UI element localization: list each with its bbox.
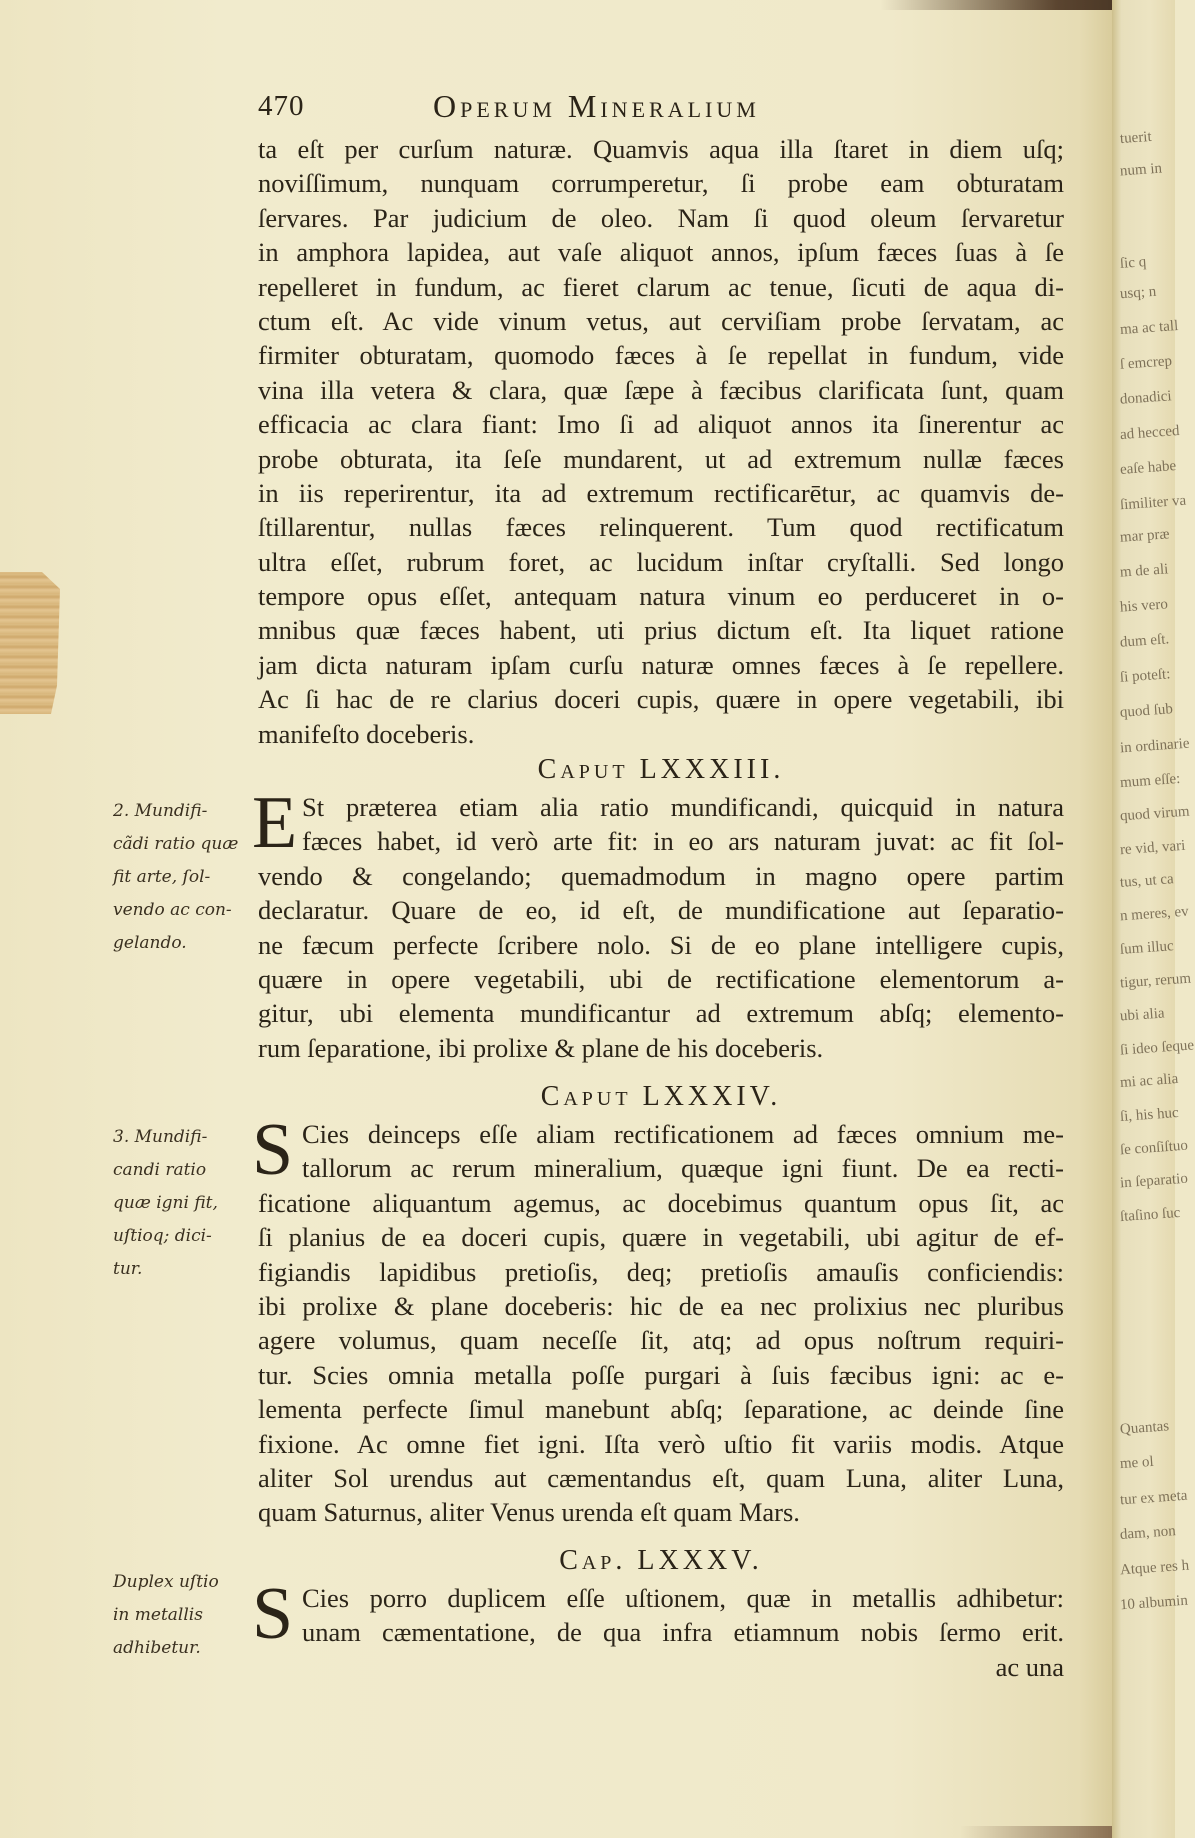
text-line: figiandis lapidibus pretioſis, deq; pretioſis amauſis conficiendis: — [258, 1256, 1064, 1287]
text-line: firmiter obturatam, quomodo fæces à ſe repellat in fundum, vide — [258, 340, 1064, 371]
facing-page-fragment: quod virum — [1119, 803, 1191, 825]
text-line: aliter Sol urendus aut cæmentandus eſt, quam Luna, aliter Luna, — [258, 1462, 1064, 1493]
chapter-heading-84: Caput LXXXIV. — [540, 1081, 782, 1112]
facing-page-fragment: ſi, his huc — [1119, 1104, 1180, 1126]
chapter-85-text — [252, 1573, 1064, 1655]
facing-page-fragment: tur ex meta — [1119, 1487, 1188, 1509]
facing-page-fragment: dum eſt. — [1119, 631, 1170, 651]
facing-page-fragment: ma ac tall — [1119, 317, 1179, 339]
text-line: St præterea etiam alia ratio mundificandi, quicquid in natura — [302, 792, 1064, 822]
text-line: efficacia ac clara fiant: Imo ſi ad aliquot annos ita ſinerentur ac — [258, 409, 1064, 440]
text-line: manifeſto doceberis. — [258, 718, 475, 749]
facing-page-fragment: in ordinarie — [1119, 735, 1191, 757]
text-line: fæces habet, id verò arte fit: in eo ars naturam juvat: ac fit ſol- — [302, 826, 1064, 857]
chapter-heading-85: Cap. LXXXV. — [559, 1545, 763, 1576]
drop-cap: S — [252, 1109, 294, 1191]
facing-page-fragment: ſi poteſt: — [1119, 666, 1171, 686]
running-head — [258, 88, 908, 128]
text-line: tur. Scies omnia metalla poſſe purgari à ſuis fæcibus igni: ac e- — [258, 1359, 1064, 1390]
margin-note-line: tur. — [113, 1259, 143, 1279]
facing-page-fragment: donadici — [1119, 388, 1173, 408]
text-line: ultra eſſet, rubrum foret, ac lucidum inſtar cryſtalli. Sed longo — [258, 546, 1064, 577]
paper-tab-marker — [0, 572, 60, 714]
text-line: vina illa vetera & clara, quæ ſæpe à fæcibus clarificata ſunt, quam — [258, 374, 1064, 405]
text-line: probe obturata, ita ſeſe mundarent, ut ad extremum nullæ fæces — [258, 443, 1064, 474]
text-line: mnibus quæ fæces habent, uti prius dictum eſt. Ita liquet ratione — [258, 615, 1064, 646]
text-line: jam dicta naturam ipſam curſu naturæ omnes fæces à ſe repellere. — [258, 649, 1064, 680]
text-line: tempore opus eſſet, antequam natura vinum eo perduceret in o- — [258, 581, 1064, 612]
facing-page-fragment: ubi alia — [1119, 1005, 1166, 1025]
facing-page-fragment: ſi ideo ſeque — [1119, 1037, 1195, 1059]
text-line: lementa perfecte ſimul manebunt abſq; ſeparatione, ac deinde ſine — [258, 1394, 1064, 1425]
text-line: tallorum ac rerum mineralium, quæque igni fiunt. De ea recti- — [302, 1153, 1064, 1184]
drop-cap: S — [252, 1573, 294, 1655]
chapter-heading-83: Caput LXXXIII. — [537, 754, 785, 785]
text-line: quære in opere vegetabili, ubi de rectificatione elementorum a- — [258, 963, 1064, 994]
facing-page-fragment: re vid, vari — [1119, 837, 1186, 859]
margin-note-84 — [113, 1121, 263, 1286]
text-line: ſi planius de ea doceri cupis, quære in vegetabili, ubi agitur de ef- — [258, 1222, 1064, 1253]
facing-page-fragment: his vero — [1119, 596, 1169, 616]
facing-page-fragment: mi ac alia — [1119, 1070, 1179, 1092]
facing-page-fragment: me ol — [1119, 1453, 1155, 1473]
facing-page-fragment: ad hecced — [1119, 422, 1180, 444]
facing-page-fragment: tigur, rerum — [1119, 970, 1192, 992]
margin-note-line: gelando. — [113, 933, 187, 953]
facing-page-edge — [1112, 0, 1195, 1838]
chapter-83-text — [252, 782, 1064, 1065]
text-line: ne fæcum perfecte ſcribere nolo. Si de eo plane intelligere cupis, — [258, 929, 1064, 960]
text-line: ſtillarentur, nullas fæces relinquerent. Tum quod rectificatum — [258, 512, 1064, 543]
margin-note-line: 3. Mundifi- — [113, 1127, 208, 1147]
text-line: quam Saturnus, aliter Venus urenda eſt quam Mars. — [258, 1497, 800, 1528]
facing-page-fragment: m de ali — [1119, 561, 1169, 581]
facing-page-fragment: Quantas — [1119, 1418, 1170, 1438]
text-line: agere volumus, quam neceſſe ſit, atq; ad opus noſtrum requiri- — [258, 1325, 1064, 1356]
margin-note-85 — [113, 1566, 263, 1665]
facing-page-fragment: ſ emcrep — [1119, 353, 1173, 373]
text-line: in iis reperirentur, ita ad extremum rectificarētur, ac quamvis de- — [258, 477, 1064, 508]
margin-note-line: 2. Mundifi- — [113, 801, 208, 821]
text-line: ficatione aliquantum agemus, ac docebimus quantum opus ſit, ac — [258, 1187, 1064, 1218]
page-number: 470 — [258, 90, 305, 122]
drop-cap: E — [252, 782, 298, 864]
text-line: Cies porro duplicem eſſe uſtionem, quæ in metallis adhibetur: — [302, 1583, 1064, 1613]
facing-page-fragment: 10 albumin — [1119, 1592, 1189, 1614]
text-line: vendo & congelando; quemadmodum in magno opere partim — [258, 860, 1064, 891]
facing-page-fragment: ſtaſino ſuc — [1119, 1204, 1181, 1226]
catchword: ac una — [995, 1652, 1064, 1682]
facing-page-fragment: usq; n — [1119, 283, 1157, 303]
margin-note-line: uſtioq; dici- — [113, 1226, 212, 1246]
text-line: rum ſeparatione, ibi prolixe & plane de his doceberis. — [258, 1032, 824, 1063]
text-line: gitur, ubi elementa mundificantur ad extremum abſq; elemento- — [258, 998, 1064, 1029]
text-line: fixione. Ac omne fiet igni. Iſta verò uſtio fit variis modis. Atque — [258, 1428, 1064, 1459]
facing-page-fragment: tus, ut ca — [1119, 871, 1175, 891]
margin-note-line: fit arte, ſol- — [113, 867, 211, 887]
text-line: ibi prolixe & plane doceberis: hic de ea nec prolixius nec pluribus — [258, 1290, 1064, 1321]
facing-page-fragment: ſimiliter va — [1119, 492, 1187, 514]
text-line: Cies deinceps eſſe aliam rectificationem ad fæces omnium me- — [302, 1119, 1064, 1149]
margin-note-line: quæ igni fit, — [113, 1193, 218, 1213]
facing-page-fragment: Atque res h — [1119, 1557, 1190, 1579]
text-line: Ac ſi hac de re clarius doceri cupis, quære in opere vegetabili, ibi — [258, 684, 1064, 715]
facing-page-fragment: n meres, ev — [1119, 903, 1190, 925]
margin-note-line: Duplex uſtio — [113, 1572, 219, 1592]
facing-page-fragment: mum eſſe: — [1119, 770, 1181, 792]
margin-note-83 — [113, 795, 263, 960]
margin-note-line: candi ratio — [113, 1160, 207, 1180]
chapter-84-text — [252, 1109, 1064, 1530]
text-line: ctum eſt. Ac vide vinum vetus, aut cerviſiam probe ſervatam, ac — [258, 305, 1064, 336]
catchword-row — [258, 1650, 1064, 1684]
facing-page-fragment: ſum illuc — [1119, 938, 1175, 958]
text-line: repelleret in fundum, ac fieret clarum ac tenue, ſicuti de aqua di- — [258, 271, 1064, 302]
text-line: noviſſimum, nunquam corrumperetur, ſi probe eam obturatam — [258, 168, 1064, 199]
facing-page-fragment: tuerit — [1119, 128, 1153, 148]
facing-page-fragment: dam, non — [1119, 1523, 1177, 1543]
facing-page-fragment: in ſeparatio — [1119, 1170, 1189, 1192]
facing-page-fragment: ſe conſiſtuo — [1119, 1137, 1189, 1159]
text-line: ſervares. Par judicium de oleo. Nam ſi quod oleum ſervaretur — [258, 202, 1064, 233]
text-line: unam cæmentatione, de qua infra etiamnum nobis ſermo erit. — [302, 1617, 1064, 1648]
facing-page-fragment: eaſe habe — [1119, 458, 1177, 478]
running-title: Operum Mineralium — [433, 88, 760, 124]
text-line: ta eſt per curſum naturæ. Quamvis aqua illa ſtaret in diem uſq; — [258, 134, 1064, 164]
margin-note-line: cãdi ratio quæ — [113, 834, 239, 854]
margin-note-line: in metallis — [113, 1605, 203, 1625]
margin-note-line: adhibetur. — [113, 1638, 201, 1658]
facing-page-fragment: mar præ — [1119, 526, 1171, 546]
text-line: declaratur. Quare de eo, id eſt, de mundificatione aut ſeparatio- — [258, 895, 1064, 926]
facing-page-fragment: quod ſub — [1119, 701, 1174, 721]
paragraph-continuation — [258, 132, 1064, 751]
facing-page-fragment: num in — [1119, 160, 1163, 180]
margin-note-line: vendo ac con- — [113, 900, 232, 920]
facing-page-fragment: ſic q — [1119, 254, 1147, 272]
text-line: in amphora lapidea, aut vaſe aliquot annos, ipſum fæces ſuas à ſe — [258, 237, 1064, 268]
